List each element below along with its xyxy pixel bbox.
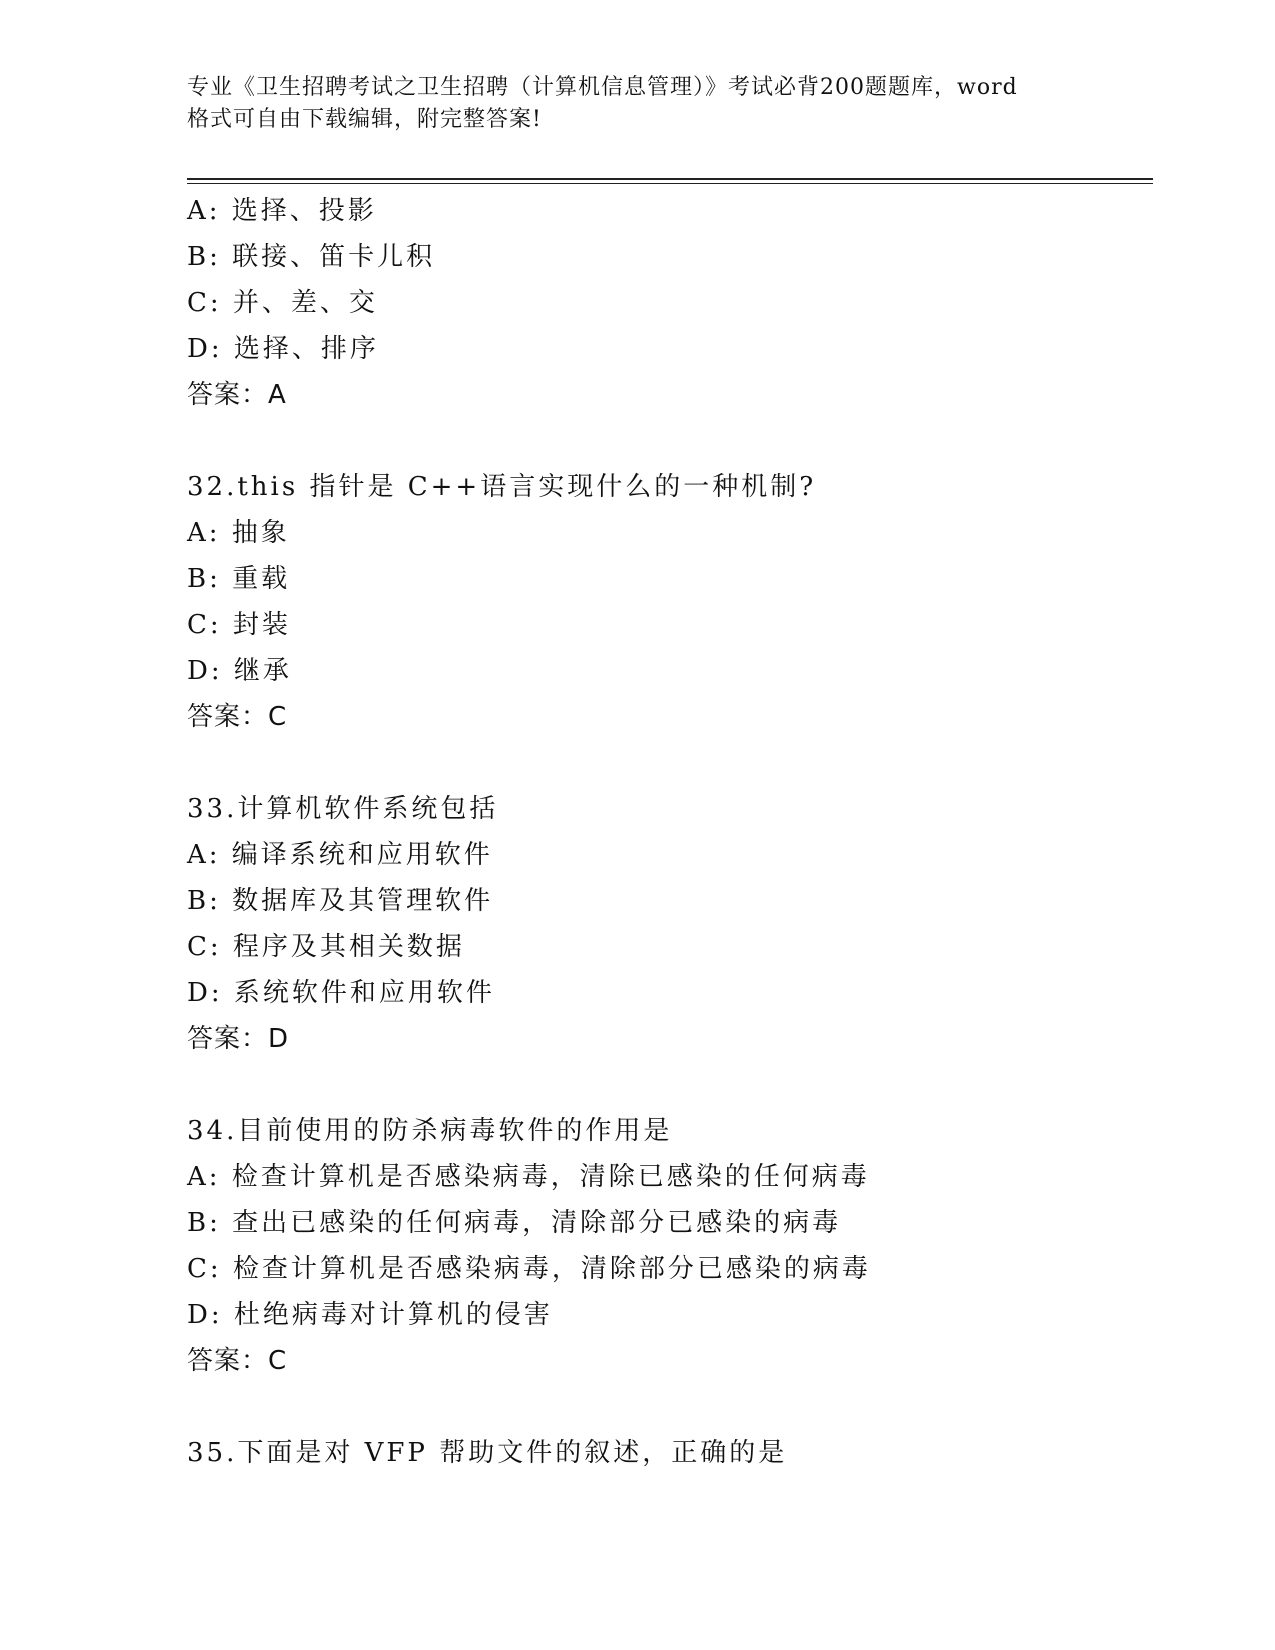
option-d: D: 杜绝病毒对计算机的侵害 xyxy=(187,1300,553,1330)
document-header xyxy=(187,72,1087,136)
option-a: A: 编译系统和应用软件 xyxy=(187,840,493,870)
option-c: C: 封装 xyxy=(187,610,291,640)
question-block-33 xyxy=(187,786,1147,1062)
option-c: C: 程序及其相关数据 xyxy=(187,932,465,962)
option-b: B: 重载 xyxy=(187,564,291,594)
option-d: D: 系统软件和应用软件 xyxy=(187,978,495,1008)
question-stem: 35.下面是对 VFP 帮助文件的叙述，正确的是 xyxy=(187,1438,788,1468)
option-c: C: 检查计算机是否感染病毒，清除部分已感染的病毒 xyxy=(187,1254,871,1284)
option-b: B: 数据库及其管理软件 xyxy=(187,886,494,916)
header-line-2: 格式可自由下载编辑，附完整答案! xyxy=(187,107,542,132)
question-stem: 34.目前使用的防杀病毒软件的作用是 xyxy=(187,1116,673,1146)
question-block-32 xyxy=(187,464,1147,740)
question-stem: 33.计算机软件系统包括 xyxy=(187,794,499,824)
option-a: A: 选择、投影 xyxy=(187,196,377,226)
question-stem: 32.this 指针是 C++语言实现什么的一种机制? xyxy=(187,472,817,502)
question-block-35 xyxy=(187,1430,1147,1476)
question-list xyxy=(187,188,1147,1476)
option-c: C: 并、差、交 xyxy=(187,288,378,318)
header-line-1: 专业《卫生招聘考试之卫生招聘（计算机信息管理）》考试必背200题题库，word xyxy=(187,75,1018,100)
question-block-31 xyxy=(187,188,1147,418)
option-d: D: 选择、排序 xyxy=(187,334,379,364)
option-b: B: 查出已感染的任何病毒，清除部分已感染的病毒 xyxy=(187,1208,842,1238)
answer-line: 答案：C xyxy=(187,1346,288,1376)
header-divider-thin xyxy=(187,183,1153,184)
question-block-34 xyxy=(187,1108,1147,1384)
option-b: B: 联接、笛卡儿积 xyxy=(187,242,436,272)
answer-line: 答案：A xyxy=(187,380,287,410)
header-divider-thick xyxy=(187,178,1153,180)
option-a: A: 抽象 xyxy=(187,518,290,548)
answer-line: 答案：C xyxy=(187,702,288,732)
option-a: A: 检查计算机是否感染病毒，清除已感染的任何病毒 xyxy=(187,1162,870,1192)
option-d: D: 继承 xyxy=(187,656,292,686)
answer-line: 答案：D xyxy=(187,1024,290,1054)
